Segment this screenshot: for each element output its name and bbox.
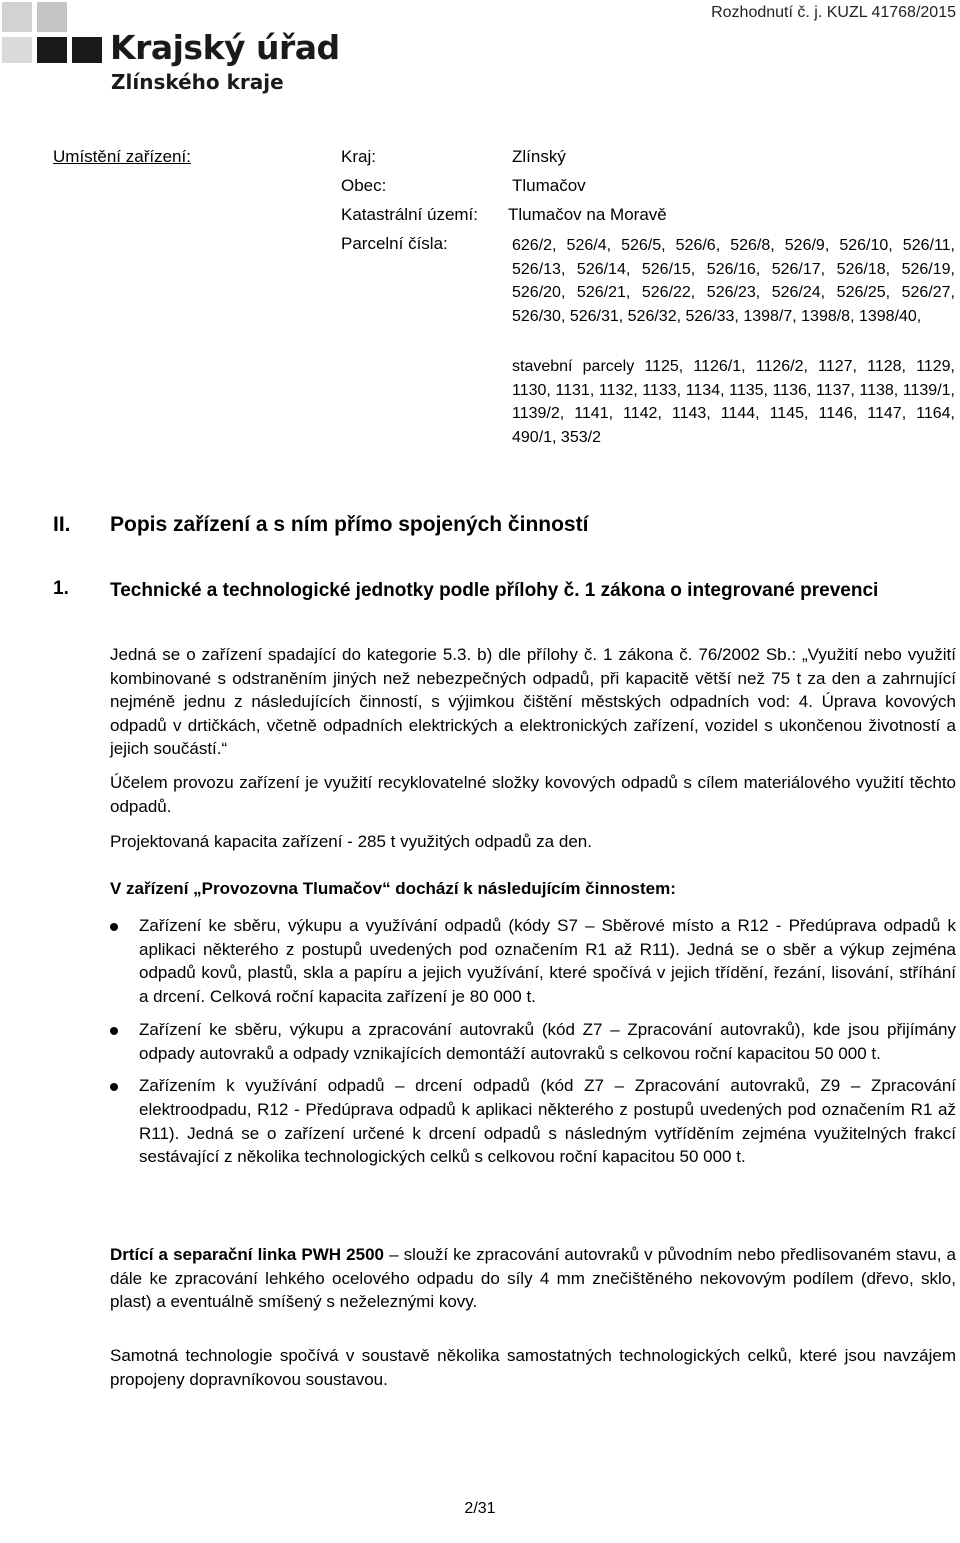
subsection-title: Technické a technologické jednotky podle přílohy č. 1 zákona o integrované prevenci: [110, 580, 879, 601]
logo-subtitle: Zlínského kraje: [111, 70, 284, 94]
location-value-municipality: Tlumačov: [512, 176, 586, 195]
logo-square-dark-2: [72, 37, 102, 63]
document-reference: Rozhodnutí č. j. KUZL 41768/2015: [711, 4, 956, 21]
subsection-number: 1.: [53, 578, 69, 599]
list-item: [110, 1018, 956, 1065]
location-key-municipality: Obec:: [341, 176, 387, 195]
location-value-region: Zlínský: [512, 147, 566, 166]
list-item-text: Zařízení ke sběru, výkupu a využívání odpadů (kódy S7 – Sběrové místo a R12 - Předúprava odpadů k aplikaci některého z postupů uvedených pod označením R1 až R11). Jedná se o sběr a výkup zejména odpadů kovů, plastů, skla a papíru a jejich využívání, které spočívá v jejich třídění, řezání, lisování, stříhání a drcení. Celková roční kapacita zařízení je 80 000 t.: [139, 916, 956, 1007]
list-item-text: Zařízením k využívání odpadů – drcení odpadů (kód Z7 – Zpracování autovraků, Z9 – Zpracování elektroodpadu, R12 - Předúprava odpadů k aplikaci některého z postupů uvedených pod označením R1 až R11). Jedná se o zařízení určené k drcení odpadů s následným vytříděním zejména využitelných frakcí sestávající z několika technologických celků s celkovou roční kapacitou 50 000 t.: [139, 1076, 956, 1167]
logo-title: Krajský úřad: [110, 28, 340, 67]
page-number: 2/31: [464, 1500, 496, 1517]
section-title: Popis zařízení a s ním přímo spojených činností: [110, 513, 589, 536]
list-item-text: Zařízení ke sběru, výkupu a zpracování autovraků (kód Z7 – Zpracování autovraků), kde jsou přijímány odpady autovraků a odpady vznikajících demontáží autovraků s celkovou roční kapacitou 50 000 t.: [139, 1019, 956, 1063]
crusher-paragraph: [110, 1243, 956, 1314]
krajsky-urad-logo: [0, 0, 340, 105]
logo-square-dark-1: [37, 37, 67, 63]
location-key-cadastral: Katastrální území:: [341, 205, 479, 224]
activities-heading: V zařízení „Provozovna Tlumačov“ dochází k následujícím činnostem:: [110, 879, 676, 898]
bullet-icon: [110, 1027, 118, 1035]
technology-paragraph: Samotná technologie spočívá v soustavě několika samostatných technologických celků, které jsou navzájem propojeny dopravníkovou soustavou.: [110, 1346, 956, 1389]
crusher-name: Drtící a separační linka PWH 2500: [110, 1245, 384, 1264]
location-key-region: Kraj:: [341, 147, 376, 166]
logo-square-light-1: [2, 2, 32, 32]
capacity-paragraph: Projektovaná kapacita zařízení - 285 t využitých odpadů za den.: [110, 832, 592, 851]
location-key-parcels: Parcelní čísla:: [341, 234, 448, 253]
list-item: [110, 914, 956, 1009]
parcel-list-building: stavební parcely 1125, 1126/1, 1126/2, 1127, 1128, 1129, 1130, 1131, 1132, 1133, 1134, 1135, 1136, 1137, 1138, 1139/1, 1139/2, 1141, 1142, 1143, 1144, 1145, 1146, 1147, 1164, 490/1, 353/2: [512, 358, 955, 447]
logo-square-light-3: [2, 37, 32, 63]
activities-list: [110, 914, 956, 1178]
category-paragraph: Jedná se o zařízení spadající do kategorie 5.3. b) dle přílohy č. 1 zákona č. 76/2002 Sb.: „Využití nebo využití kombinované s odstraněním jiných než nebezpečných odpadů, při kapacitě větší než 75 t za den a zahrnující nejméně jednu z následujících činností, s výjimkou čištění městských odpadních vod: 4. Úprava kovových odpadů v drtičkách, včetně odpadních elektrických a elektronických zařízení, vozidel s ukončenou životností a jejich součástí.“: [110, 645, 956, 758]
section-number: II.: [53, 513, 71, 536]
list-item: [110, 1074, 956, 1169]
purpose-paragraph: Účelem provozu zařízení je využití recyklovatelné složky kovových odpadů s cílem materiálového využití těchto odpadů.: [110, 773, 956, 816]
crusher-description: – slouží ke zpracování autovraků v původním nebo předlisovaném stavu, a dále ke zpracování lehkého ocelového odpadu do síly 4 mm znečištěného nekovovým podílem (dřevo, sklo, plast) a eventuálně smíšený s neželeznými kovy.: [110, 1245, 956, 1311]
bullet-icon: [110, 1083, 118, 1091]
location-label: Umístění zařízení:: [53, 147, 191, 166]
logo-square-light-2: [37, 2, 67, 32]
bullet-icon: [110, 923, 118, 931]
parcel-list-land: 626/2, 526/4, 526/5, 526/6, 526/8, 526/9, 526/10, 526/11, 526/13, 526/14, 526/15, 526/16, 526/17, 526/18, 526/19, 526/20, 526/21, 526/22, 526/23, 526/24, 526/25, 526/27, 526/30, 526/31, 526/32, 526/33, 1398/7, 1398/8, 1398/40,: [512, 237, 955, 326]
location-value-cadastral: Tlumačov na Moravě: [508, 205, 667, 224]
